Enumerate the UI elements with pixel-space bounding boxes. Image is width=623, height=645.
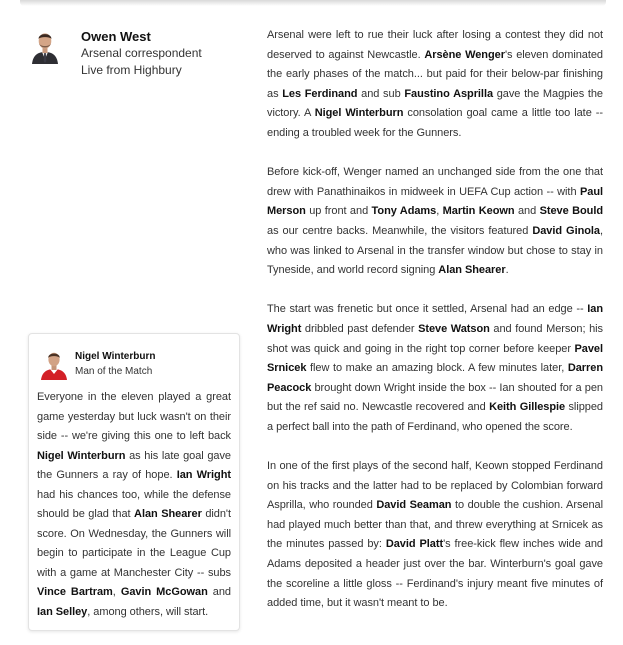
article-paragraph: [267, 300, 603, 437]
highlighted-name: Tony Adams: [371, 205, 437, 218]
text-run: The start was frenetic but once it settled, Arsenal had an edge --: [267, 303, 588, 316]
highlighted-name: Steve Bould: [539, 205, 604, 218]
highlighted-name: Alan Shearer: [438, 264, 506, 277]
text-run: In one of the first plays of the second half, Keown stopped Ferdinand on his tracks and the latter had to be replaced by Colombian forward Asprilla, who rounded: [267, 460, 603, 512]
author-block: [28, 26, 248, 76]
text-run: had his chances too, while the defense should be glad that: [37, 488, 231, 520]
highlighted-name: David Seaman: [376, 499, 452, 512]
text-run: and: [514, 205, 540, 218]
text-run: ,: [112, 586, 121, 598]
text-run: .: [505, 264, 509, 277]
highlighted-name: Alan Shearer: [134, 508, 202, 520]
text-run: consolation goal came a little too late -- ending a troubled week for the Gunners.: [267, 107, 603, 139]
text-run: as our centre backs. Meanwhile, the visitors featured: [267, 224, 533, 237]
highlighted-name: Darren Peacock: [267, 362, 603, 394]
text-run: slipped a perfect ball into the path of Ferdinand, who opened the score.: [267, 401, 603, 433]
man-of-the-match-card: [28, 333, 240, 631]
top-shadow-bar: [20, 0, 606, 6]
author-role: Arsenal correspondent: [81, 46, 202, 60]
text-run: didn't score. On Wednesday, the Gunners will begin to participate in the League Cup with a game at Manchester City -- subs: [37, 508, 231, 579]
highlighted-name: David Platt: [385, 538, 444, 551]
text-run: dribbled past defender: [301, 322, 419, 335]
highlighted-name: Steve Watson: [418, 322, 490, 335]
highlighted-name: Gavin McGowan: [120, 586, 208, 598]
text-run: and found Merson; his shot was quick and going in the right top corner before keeper: [267, 322, 603, 355]
highlighted-name: Faustino Asprilla: [404, 87, 494, 100]
highlighted-name: Les Ferdinand: [282, 87, 358, 100]
text-run: , among others, will start.: [87, 605, 209, 618]
text-run: to double the cushion. Arsenal had played much better than that, and threw everything at Srnicek as the minutes passed by:: [267, 499, 603, 551]
text-run: ,: [436, 205, 443, 218]
text-run: brought down Wright inside the box -- Ian shouted for a pen but the ref said no. Newcastle recovered and: [267, 381, 603, 414]
highlighted-name: Ian Wright: [267, 303, 603, 335]
article-paragraph: [267, 457, 603, 614]
highlighted-name: Nigel Winterburn: [37, 449, 126, 462]
text-run: as his late goal gave the Gunners a ray of hope.: [37, 449, 231, 481]
text-run: 's eleven dominated the early phases of the match... but paid for their below-par finishing as: [267, 48, 603, 100]
text-run: Arsenal were left to rue their luck after losing a contest they did not deserved to against Newcastle.: [267, 29, 603, 61]
article-paragraph: [267, 163, 603, 281]
player-avatar: [39, 348, 69, 380]
text-run: , who was linked to Arsenal in the transfer window but chose to stay in Tyneside, and world record signing: [267, 224, 604, 277]
highlighted-name: Paul Merson: [267, 185, 603, 218]
text-run: gave the Magpies the victory. A: [267, 87, 603, 120]
text-run: 's free-kick flew inches wide and Adams deposited a header just over the bar. Winterburn's goal gave the scoreline a little gloss -- Ferdinand's injury meant five minutes of added time, but it wasn't meant to be.: [267, 538, 603, 610]
author-live-location: Live from Highbury: [81, 63, 182, 77]
highlighted-name: Ian Selley: [37, 605, 88, 618]
highlighted-name: Martin Keown: [442, 205, 515, 218]
highlighted-name: Keith Gillespie: [489, 401, 566, 414]
motm-header: [39, 348, 229, 382]
motm-description: [37, 388, 231, 622]
highlighted-name: Arsène Wenger: [424, 48, 505, 61]
article-body: [267, 26, 603, 633]
text-run: up front and: [305, 205, 372, 218]
highlighted-name: David Ginola: [532, 224, 600, 237]
highlighted-name: Vince Bartram: [37, 586, 113, 598]
author-avatar: [28, 28, 62, 64]
motm-award-label: Man of the Match: [75, 366, 153, 377]
text-run: Everyone in the eleven played a great game yesterday but luck wasn't on their side -- we're giving this one to left back: [37, 391, 231, 442]
highlighted-name: Ian Wright: [176, 469, 231, 481]
highlighted-name: Nigel Winterburn: [314, 107, 404, 120]
text-run: and sub: [357, 87, 405, 100]
highlighted-name: Pavel Srnicek: [267, 342, 603, 375]
motm-player-name: Nigel Winterburn: [75, 351, 156, 362]
text-run: and: [207, 586, 231, 598]
author-name: Owen West: [81, 29, 151, 44]
text-run: Before kick-off, Wenger named an unchanged side from the one that drew with Panathinaikos in midweek in UEFA Cup action -- with: [267, 166, 603, 198]
article-paragraph: [267, 26, 603, 144]
text-run: flew to make an amazing block. A few minutes later,: [306, 362, 568, 375]
